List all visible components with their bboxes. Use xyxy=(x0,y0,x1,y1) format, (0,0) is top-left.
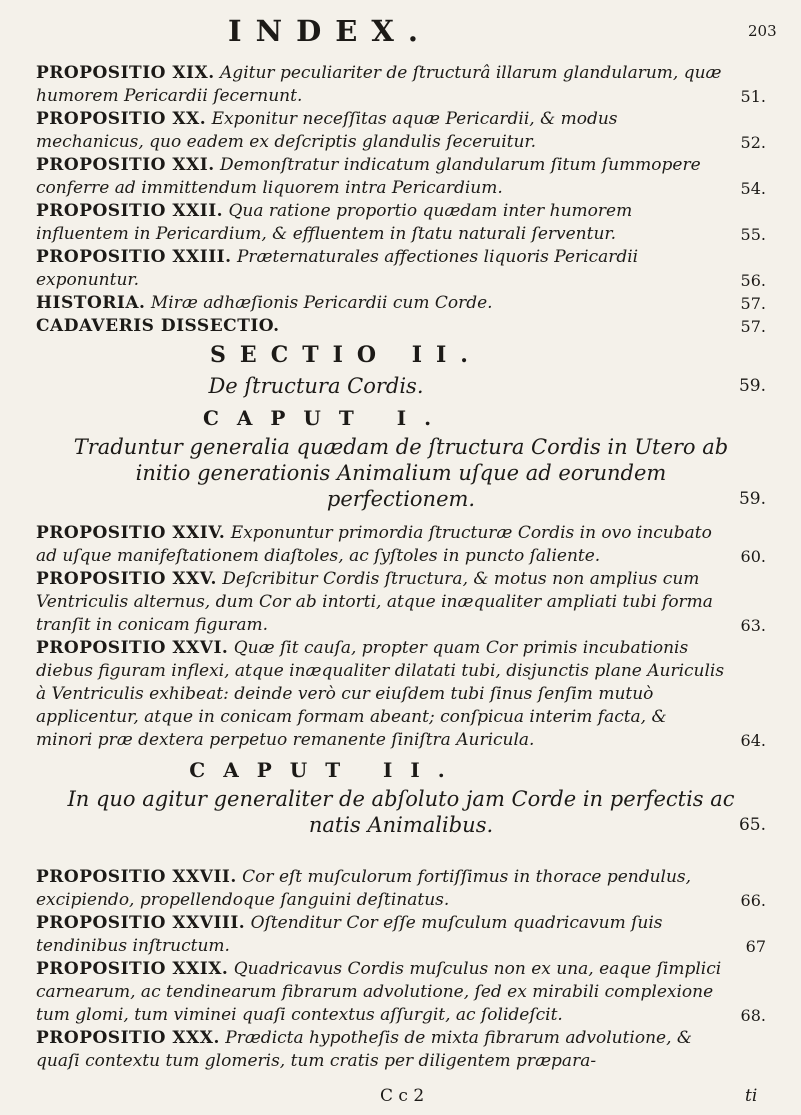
caput-2-title: CAPUT II. xyxy=(189,758,463,782)
caput-1-description-row xyxy=(36,434,766,512)
signature-mark: C c 2 xyxy=(380,1086,425,1106)
entry-heading: PROPOSITIO XXVIII. xyxy=(36,913,246,933)
entry-text: Demonſtratur indicatum glandularum ſitum ſummopere conferre ad immittendum liquorem intra Pericardium. xyxy=(36,155,701,198)
page-number: 203 xyxy=(748,22,777,40)
entry-text: Oſtenditur Cor eſſe muſculum quadricavum ſuis tendinibus inſtructum. xyxy=(36,913,663,956)
entry-text: Præternaturales affectiones liquoris Pericardii exponuntur. xyxy=(36,247,639,290)
entry-text: Miræ adhæſionis Pericardii cum Corde. xyxy=(150,293,493,313)
entry-heading: PROPOSITIO XXX. xyxy=(36,1028,220,1048)
entry-heading: PROPOSITIO XXV. xyxy=(36,569,217,589)
entry-heading: PROPOSITIO XXII. xyxy=(36,201,224,221)
index-entry xyxy=(36,912,766,958)
section-subtitle: De ſtructura Cordis. xyxy=(208,374,424,398)
entry-heading: PROPOSITIO XXIX. xyxy=(36,959,229,979)
section-subtitle-row xyxy=(36,372,766,400)
entry-page: 63. xyxy=(740,616,766,635)
entry-text: Exponitur neceſſitas aquæ Pericardii, & modus mechanicus, quo eadem ex deſcriptis glandulis ſeceruitur. xyxy=(36,109,618,152)
entry-page: 68. xyxy=(740,1006,766,1025)
entry-heading: HISTORIA. xyxy=(36,293,146,313)
entry-heading: CADAVERIS DISSECTIO. xyxy=(36,316,280,336)
section-page: 59. xyxy=(738,376,766,396)
caput-2-description: In quo agitur generaliter de abſoluto jam Corde in perfectis ac natis Animalibus. xyxy=(67,787,735,837)
entry-text: Exponuntur primordia ſtructuræ Cordis in ovo incubato ad uſque manifeſtationem diaſtoles, ac ſyſtoles in puncto ſaliente. xyxy=(36,523,712,566)
entry-text: Deſcribitur Cordis ſtructura, & motus non amplius cum Ventriculis alternus, dum Cor ab intorti, atque inæqualiter ampliati tubi forma tranſit in conicam figuram. xyxy=(36,569,713,635)
entry-page: 52. xyxy=(740,133,766,152)
entry-heading: PROPOSITIO XX. xyxy=(36,109,207,129)
entry-text: Prædicta hypotheſis de mixta fibrarum advolutione, & quaſi contextu tum glomeris, tum cratis per diligentem præpara- xyxy=(36,1028,693,1071)
entry-heading: PROPOSITIO XXVI. xyxy=(36,638,229,658)
index-entry xyxy=(36,637,766,752)
entry-text: Qua ratione proportio quædam inter humorem influentem in Pericardium, & effluentem in ſtatu naturali ſerventur. xyxy=(36,201,633,244)
index-entry xyxy=(36,568,766,637)
index-title: INDEX. xyxy=(228,14,432,48)
entry-page: 57. xyxy=(740,294,766,313)
page-header xyxy=(0,14,801,48)
spacer xyxy=(36,848,766,866)
entry-text: Quæ ſit cauſa, propter quam Cor primis incubationis diebus figuram inflexi, atque inæqualiter dilatati tubi, disjunctis plane Auriculis à Ventriculis exhibeat: deinde verò cur eiuſdem tubi ſinus ſenſim mutuò applicentur, atque in conicam formam abeant; conſpicua interim facta, & minori præ dextera perpetuo remanente ſiniſtra Auricula. xyxy=(36,638,725,750)
entry-page: 66. xyxy=(740,891,766,910)
caput-1-description: Traduntur generalia quædam de ſtructura Cordis in Utero ab initio generationis Animalium uſque ad eorundem perfectionem. xyxy=(73,435,729,511)
entry-page: 56. xyxy=(740,271,766,290)
entry-text: Agitur peculiariter de ſtructurâ illarum glandularum, quæ humorem Pericardii ſecernunt. xyxy=(36,63,722,106)
entry-page: 54. xyxy=(740,179,766,198)
page-footer xyxy=(0,1086,801,1110)
entry-page: 64. xyxy=(740,731,766,750)
entry-heading: PROPOSITIO XIX. xyxy=(36,63,215,83)
index-entries xyxy=(36,62,766,1073)
entry-heading: PROPOSITIO XXIV. xyxy=(36,523,226,543)
entry-page: 67 xyxy=(745,937,766,956)
index-entry xyxy=(36,958,766,1027)
entry-heading: PROPOSITIO XXIII. xyxy=(36,247,232,267)
index-entry xyxy=(36,246,766,292)
caput-2-description-row xyxy=(36,786,766,838)
caput-1-page: 59. xyxy=(738,489,766,509)
index-entry xyxy=(36,866,766,912)
caput-1-title: CAPUT I. xyxy=(202,406,450,430)
entry-page: 57. xyxy=(740,317,766,336)
entry-text: Quadricavus Cordis muſculus non ex una, eaque ſimplici carnearum, ac tendinearum fibrarum advolutione, ſed ex mirabili complexione tum glomi, tum viminei quaſi contextus aſſurgit, ac ſolideſcit. xyxy=(36,959,722,1025)
index-entry xyxy=(36,1027,766,1073)
caput-2-page: 65. xyxy=(738,815,766,835)
entry-page: 60. xyxy=(740,547,766,566)
section-title: SECTIO II. xyxy=(210,342,482,368)
index-entry xyxy=(36,315,766,338)
entry-page: 51. xyxy=(740,87,766,106)
index-entry xyxy=(36,154,766,200)
index-entry xyxy=(36,62,766,108)
index-entry xyxy=(36,108,766,154)
entry-page: 55. xyxy=(740,225,766,244)
entry-heading: PROPOSITIO XXI. xyxy=(36,155,215,175)
entry-text: Cor eſt muſculorum fortiſſimus in thorace pendulus, excipiendo, propellendoque ſanguini deſtinatus. xyxy=(36,867,692,910)
index-entry xyxy=(36,292,766,315)
index-entry xyxy=(36,200,766,246)
entry-heading: PROPOSITIO XXVII. xyxy=(36,867,237,887)
catchword: ti xyxy=(745,1086,758,1106)
index-entry xyxy=(36,522,766,568)
